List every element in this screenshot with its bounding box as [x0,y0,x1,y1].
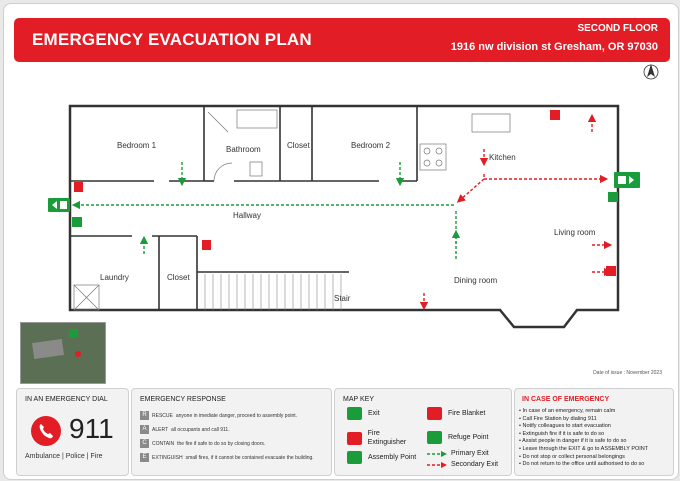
key-exit [347,407,380,420]
refuge-point-icon [608,192,618,202]
response-text: the fire if safe to do so by closing doors. [177,440,266,447]
key-assembly-point-label: Assembly Point [368,454,417,461]
room-label-bedroom-2: Bedroom 2 [351,141,391,150]
response-word: CONTAIN [152,440,175,447]
list-item: • Do not stop or collect personal belongings [519,454,648,462]
refuge-point-icon [72,217,82,227]
fire-blanket-icon [427,407,442,420]
key-fire-extinguisher [347,429,419,447]
list-item: • Leave through the EXIT & go to ASSEMBLY POINT [519,446,648,454]
fire-extinguisher-icon [347,432,362,445]
response-key: C [140,439,149,448]
response-item [140,439,265,448]
response-word: ALERT [152,426,169,433]
room-label-living-room: Living room [554,228,596,237]
evacuation-plan-frame [3,3,679,480]
list-item: • Do not return to the office until authorised to do so [519,461,648,469]
map-key-panel [334,388,512,476]
response-text: anyone in imediate danger, proceed to assembly point. [175,412,298,419]
emergency-number: 911 [69,413,114,444]
exit-sign-icon [347,407,362,420]
room-label-closet-top: Closet [287,141,310,150]
response-item [140,425,230,434]
response-word: EXTINGUISH [152,454,183,461]
primary-exit-arrow-icon [427,451,447,457]
minimap-assembly-icon [69,329,78,338]
dial-title: IN AN EMERGENCY DIAL [25,396,108,403]
response-text: all occupants and call 911. [171,426,230,433]
key-secondary-exit-label: Secondary Exit [451,461,499,468]
response-key: A [140,425,149,434]
list-item: • Assist people in danger if it is safe to do so [519,438,648,446]
primary-exit-route [76,162,456,259]
location-minimap [20,322,106,384]
response-text: small fires, if it cannot be contained evacuate the building. [185,454,314,461]
exit-sign-west-icon [48,198,70,212]
assembly-point-icon [347,451,362,464]
secondary-exit-route [424,118,608,306]
compass-icon [644,64,658,79]
minimap-location-pin-icon [75,351,81,357]
fire-blanket-icon [606,266,616,276]
emergency-dial-panel [16,388,129,476]
key-primary-exit [427,450,489,457]
map-key-title: MAP KEY [343,396,374,403]
fire-extinguisher-icon [74,182,83,192]
refuge-point-icon [427,431,442,444]
key-fire-blanket-label: Fire Blanket [448,410,486,417]
response-item [140,411,297,420]
key-fire-blanket [427,407,487,420]
exit-sign-east-icon [614,172,640,188]
stair-treads [205,274,341,310]
room-label-closet-bottom: Closet [167,273,190,282]
room-label-bedroom-1: Bedroom 1 [117,141,157,150]
response-key: R [140,411,149,420]
phone-icon [31,416,61,446]
room-label-hallway: Hallway [233,211,262,220]
room-label-bathroom: Bathroom [226,145,261,154]
room-label-dining-room: Dining room [454,276,498,285]
key-fire-extinguisher-label: Fire Extinguisher [367,430,407,446]
fire-extinguisher-icon [202,240,211,250]
key-refuge-point-label: Refuge Point [448,434,489,441]
list-item: • Notify colleagues to start evacuation [519,423,648,431]
list-item: • Extinguish fire if it is safe to do so [519,431,648,439]
address-label: 1916 nw division st Gresham, OR 97030 [450,41,658,53]
secondary-exit-arrow-icon [427,462,447,468]
in-case-list [519,408,648,469]
key-exit-label: Exit [368,410,380,417]
response-key: E [140,453,149,462]
emergency-response-panel [131,388,332,476]
in-case-of-emergency-panel [514,388,674,476]
room-label-stair: Stair [334,294,351,303]
response-item [140,453,314,462]
plan-title: EMERGENCY EVACUATION PLAN [32,30,312,49]
key-refuge-point [427,431,488,444]
key-assembly-point [347,451,417,464]
minimap-building [32,339,64,359]
fixtures [74,110,510,310]
room-label-laundry: Laundry [100,273,129,282]
response-title: EMERGENCY RESPONSE [140,396,226,403]
floor-label: SECOND FLOOR [577,23,658,34]
room-label-kitchen: Kitchen [489,153,516,162]
emergency-services: Ambulance | Police | Fire [25,453,103,460]
list-item: • Call Fire Station by dialing 911 [519,416,648,424]
list-item: • In case of an emergency, remain calm [519,408,648,416]
fire-blanket-icon [550,110,560,120]
response-word: RESCUE [152,412,173,419]
key-secondary-exit [427,461,498,468]
key-primary-exit-label: Primary Exit [451,450,489,457]
issue-date: Date of issue : November 2023 [593,370,662,376]
in-case-title: IN CASE OF EMERGENCY [522,396,610,403]
